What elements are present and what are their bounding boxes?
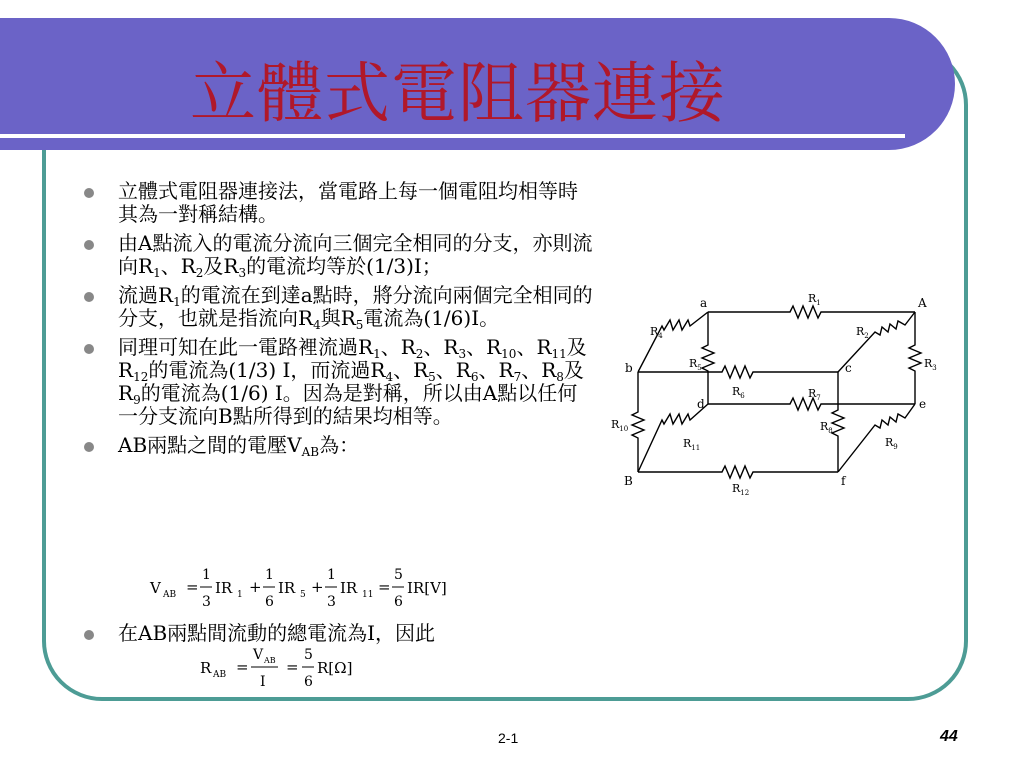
bullet-text: 同理可知在此一電路裡流過$R_1$、$R_2$、$R_3$、$R_{10}$、$R_{11}$及$R_{12}$的電流為(1/3) I，而流過$R_4$、$R_5$、$R_6$、$R_7$、$R_8$及$R_9$的電流為(1/6) I。因為是對稱，所以由A點以任何一分支流向B點所得到的結果均相等。 [118,335,587,428]
bullet-dot-icon [84,442,94,452]
term-body: R[Ω] [317,659,353,677]
node-label: b [625,361,633,375]
resistor-label: $R_8$ [820,420,833,435]
frac-den: 3 [327,594,336,610]
resistor-label: $R_6$ [732,385,745,400]
frac-den: I [260,674,266,690]
svg-text:+: + [249,578,262,596]
node-label: d [697,397,705,411]
resistor-label: $R_4$ [650,325,663,340]
resistor-label: $R_9$ [885,436,898,451]
resistor-label: $R_2$ [856,325,869,340]
resistor-label: $R_3$ [924,357,937,372]
bullet-dot-icon [84,188,94,198]
bullet-text: AB兩點之間的電壓$V_{AB}$為： [118,433,360,459]
term-sub: 11 [362,590,374,600]
formula-lhs-sub: AB [213,670,227,680]
footer-section-label: 2-1 [498,730,519,746]
formula-lhs: R [200,659,212,677]
frac-num: 1 [202,567,211,583]
cube-resistor-circuit [600,290,960,505]
term-body: IR [340,579,358,597]
frac-num: 1 [327,567,336,583]
bullet-dot-icon [84,344,94,354]
svg-text:=: = [378,578,391,596]
svg-text:=: = [236,658,249,676]
frac-den: 6 [265,594,274,610]
resistor-label: $R_{10}$ [611,418,629,433]
bullet-item [80,336,595,428]
svg-text:+: + [311,578,324,596]
formula-resistance-ab [198,642,378,694]
term-sub: 1 [237,590,243,600]
frac-num: 5 [304,647,313,663]
frac-den: 6 [304,674,313,690]
bullet-item [80,434,595,457]
bullet-item [80,232,595,278]
node-label: c [845,361,852,375]
node-label: e [919,397,927,411]
formula-lhs: V [150,579,161,597]
bullet-item [80,180,595,226]
node-label: B [624,474,633,488]
term-body: IR [215,579,233,597]
resistor-label: $R_{11}$ [683,437,701,452]
frac-num: V [253,647,264,663]
frac-den: 3 [202,594,211,610]
frac-num-sub: AB [264,656,276,665]
node-label: a [700,296,708,310]
resistor-label: $R_1$ [808,292,821,307]
resistor-label: $R_7$ [808,387,821,402]
bullet-text: 由A點流入的電流分流向三個完全相同的分支，亦則流向$R_1$、$R_2$及$R_3$的電流均等於(1/3)I； [118,231,593,280]
resistor-label: $R_{12}$ [732,482,750,497]
term-sub: 5 [300,590,306,600]
frac-num: 1 [265,567,274,583]
bullet-text: 在AB兩點間流動的總電流為I，因此 [118,621,436,645]
bullet-text: 立體式電阻器連接法，當電路上每一個電阻均相等時其為一對稱結構。 [118,179,578,226]
bullet-text: 流過$R_1$的電流在到達a點時，將分流向兩個完全相同的分支，也就是指流向$R_4$與$R_5$電流為(1/6)I。 [118,283,593,332]
bullet-dot-icon [84,630,94,640]
slide-title: 立體式電阻器連接 [190,55,726,132]
term-body: IR [278,579,296,597]
bullet-dot-icon [84,240,94,250]
page-number: 44 [940,728,958,745]
bullet-dot-icon [84,292,94,302]
frac-num: 5 [394,567,403,583]
frac-den: 6 [394,594,403,610]
node-label: A [918,296,927,310]
bullet-list [80,180,595,463]
formula-lhs-sub: AB [163,590,177,600]
svg-text:=: = [186,578,199,596]
bullet-item [80,284,595,330]
formula-voltage-ab [148,562,468,614]
node-label: f [841,474,846,488]
resistor-label: $R_5$ [689,357,702,372]
svg-text:=: = [286,658,299,676]
term-body: IR[V] [407,579,447,597]
